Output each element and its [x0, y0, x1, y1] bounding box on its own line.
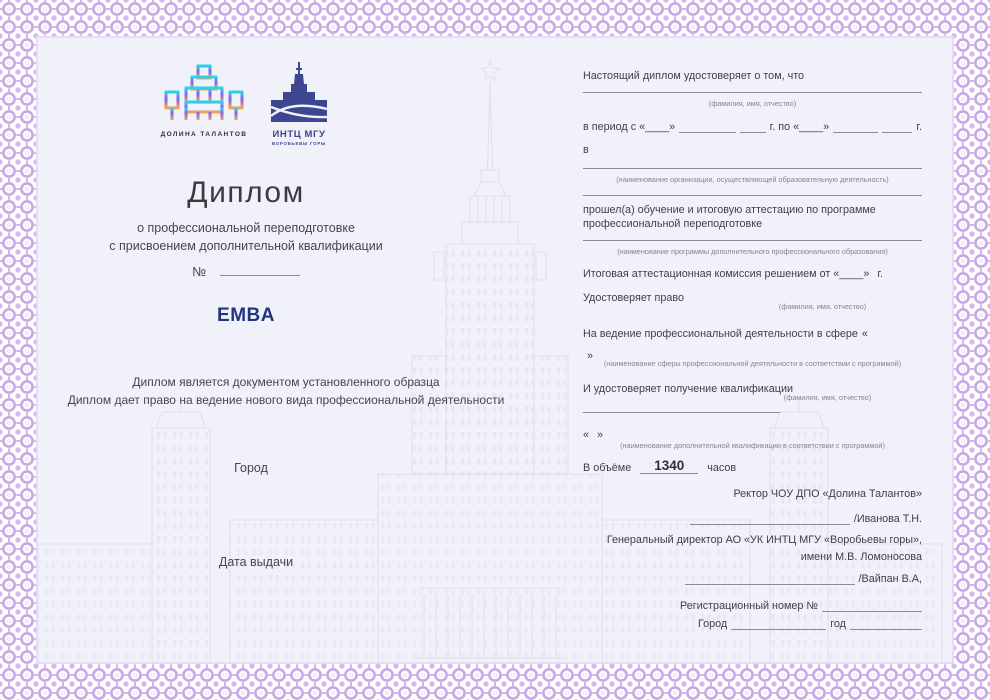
sphere-text: На ведение профессиональной деятельности в сфере: [583, 328, 858, 340]
certify-intro-row: [583, 68, 922, 82]
organization-row: [583, 142, 922, 156]
statement-line-2: Диплом дает право на ведение нового вида профессиональной деятельности: [67, 393, 505, 407]
right-grant-text: Удостоверяет право: [583, 292, 684, 304]
org-caption: (наименование организации, осуществляющей образовательную деятельность): [616, 175, 889, 184]
blank-line: [583, 92, 922, 93]
intc-mgu-title: ИНТЦ МГУ: [272, 129, 326, 140]
qualification-text: И удостоверяет получение квалификации: [583, 383, 794, 395]
sphere-caption: (наименование сферы профессиональной деятельности в соответствии с программой): [603, 359, 902, 368]
qual-name-row: [583, 427, 922, 441]
number-blank-line: [220, 262, 300, 276]
intc-mgu-subtitle: ВОРОБЬЕВЫ ГОРЫ: [271, 141, 327, 146]
qual-caption: (наименование дополнительной квалификации в соответствии с программой): [620, 441, 885, 450]
director-title-1: Генеральный директор АО «УК ИНТЦ МГУ «Воробьевы горы»,: [606, 534, 922, 546]
commission-end-text: г.: [877, 268, 883, 280]
issue-date-label: Дата выдачи: [218, 555, 294, 569]
rector-sign: /Иванова Т.Н.: [853, 513, 922, 525]
quote-close-2: »: [597, 429, 604, 441]
dolina-talantov-label: ДОЛИНА ТАЛАНТОВ: [160, 131, 248, 138]
period-row: [583, 119, 922, 133]
quote-open-2: «: [583, 429, 590, 441]
volume-row: [583, 458, 922, 474]
volume-label: В объёме: [583, 462, 632, 474]
sphere-row: [583, 326, 922, 340]
quote-open: «: [861, 328, 868, 340]
volume-units: часов: [707, 462, 737, 474]
left-column: [36, 0, 576, 700]
city-label: Город: [234, 461, 268, 475]
diploma-title: Диплом: [187, 176, 305, 209]
right-column: [583, 0, 922, 700]
blank-line: [833, 119, 878, 133]
commission-row: [583, 266, 922, 280]
blank-line: [740, 119, 766, 133]
training-text-2: профессиональной переподготовке: [583, 218, 763, 230]
blank-line: [882, 119, 912, 133]
commission-text: Итоговая аттестационная комиссия решением от «____»: [583, 268, 870, 280]
training-line-2: [583, 218, 922, 230]
director-sign-row: [583, 571, 922, 585]
rector-sign-row: [583, 511, 922, 525]
fio-caption-1: (фамилия, имя, отчество): [708, 99, 797, 108]
director-title-2: имени М.В. Ломоносова: [800, 551, 922, 563]
statement-line-1: Диплом является документом установленного образца: [132, 375, 440, 389]
signature-line: [685, 571, 855, 585]
reg-number-label: Регистрационный номер №: [680, 600, 818, 612]
diploma-number-row: [36, 262, 456, 279]
blank-line: [731, 616, 826, 630]
signature-line: [690, 511, 850, 525]
period-end-text: г.: [916, 121, 922, 133]
blank-line: [583, 240, 922, 241]
director-title-row-2: [583, 551, 922, 563]
diploma-subtitle-1: о профессиональной переподготовке: [137, 221, 355, 235]
diploma-subtitle-2: с присвоением дополнительной квалификации: [109, 239, 383, 253]
period-to-text: г. по «____»: [769, 121, 830, 133]
fio-caption-2: (фамилия, имя, отчество): [778, 302, 867, 311]
reg-number-row: [583, 598, 922, 612]
in-label: в: [583, 144, 589, 156]
blank-line: [822, 598, 922, 612]
reg-city-label: Город: [698, 618, 728, 630]
rector-title: Ректор ЧОУ ДПО «Долина Талантов»: [733, 488, 922, 500]
director-title-row-1: [583, 534, 922, 546]
training-line-1: [583, 204, 922, 216]
quote-close: »: [587, 350, 594, 362]
period-from-text: в период с «____»: [583, 121, 676, 133]
rector-title-row: [583, 488, 922, 500]
blank-line: [583, 168, 922, 169]
director-sign: /Вайпан В.А,: [858, 573, 922, 585]
blank-line: [583, 412, 780, 413]
certify-intro-text: Настоящий диплом удостоверяет о том, что: [583, 70, 805, 82]
program-name: EMBA: [217, 305, 275, 326]
blank-line: [679, 119, 736, 133]
volume-value: 1340: [640, 458, 698, 474]
program-caption: (наименование программы дополнительного профессионального образования): [617, 247, 888, 256]
blank-line: [583, 195, 922, 196]
fio-caption-3: (фамилия, имя, отчество): [783, 393, 872, 402]
blank-line: [850, 616, 922, 630]
city-year-row: [583, 616, 922, 630]
training-text-1: прошел(а) обучение и итоговую аттестацию по программе: [583, 204, 876, 216]
reg-year-label: год: [830, 618, 846, 630]
number-label: №: [192, 264, 207, 279]
